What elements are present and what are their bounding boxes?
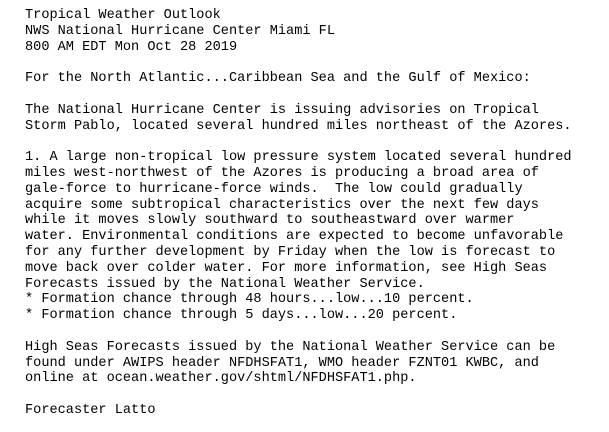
formation-chance-48h: * Formation chance through 48 hours...low...10 percent. [25,292,474,308]
item-line: gale-force to hurricane-force winds. The low could gradually [25,181,523,197]
forecaster-signature: Forecaster Latto [25,402,156,418]
advisory-line: The National Hurricane Center is issuing advisories on Tropical [25,102,539,118]
item-line: Forecasts issued by the National Weather Service. [25,276,425,292]
item-line: acquire some subtropical characteristics over the next few days [25,197,539,213]
item-line: water. Environmental conditions are expected to become unfavorable [25,229,564,245]
high-seas-line: online at ocean.weather.gov/shtml/NFDHSFAT1.php. [25,371,417,387]
item-line: 1. A large non-tropical low pressure system located several hundred [25,150,572,166]
item-line: miles west-northwest of the Azores is producing a broad area of [25,165,539,181]
advisory-paragraph [25,103,609,135]
document-title: Tropical Weather Outlook [25,8,221,23]
region-heading: For the North Atlantic...Caribbean Sea and the Gulf of Mexico: [25,71,531,87]
blank-line [25,87,609,103]
high-seas-line: found under AWIPS header NFDHSFAT1, WMO header FZNT01 KWBC, and [25,355,539,371]
advisory-line: Storm Pablo, located several hundred miles northeast of the Azores. [25,118,572,134]
outlook-item-1 [25,150,609,324]
outlook-header [25,8,609,55]
blank-line [25,55,609,71]
blank-line [25,387,609,403]
high-seas-line: High Seas Forecasts issued by the National Weather Service can be [25,339,556,355]
item-line: for any further development by Friday when the low is forecast to [25,244,556,260]
issuing-office: NWS National Hurricane Center Miami FL [25,23,335,39]
blank-line [25,134,609,150]
issue-time: 800 AM EDT Mon Oct 28 2019 [25,39,238,55]
item-line: move back over colder water. For more information, see High Seas [25,260,548,276]
high-seas-paragraph [25,340,609,387]
item-line: while it moves slowly southward to southeastward over warmer [25,213,515,229]
formation-chance-5d: * Formation chance through 5 days...low...20 percent. [25,308,458,324]
blank-line [25,324,609,340]
